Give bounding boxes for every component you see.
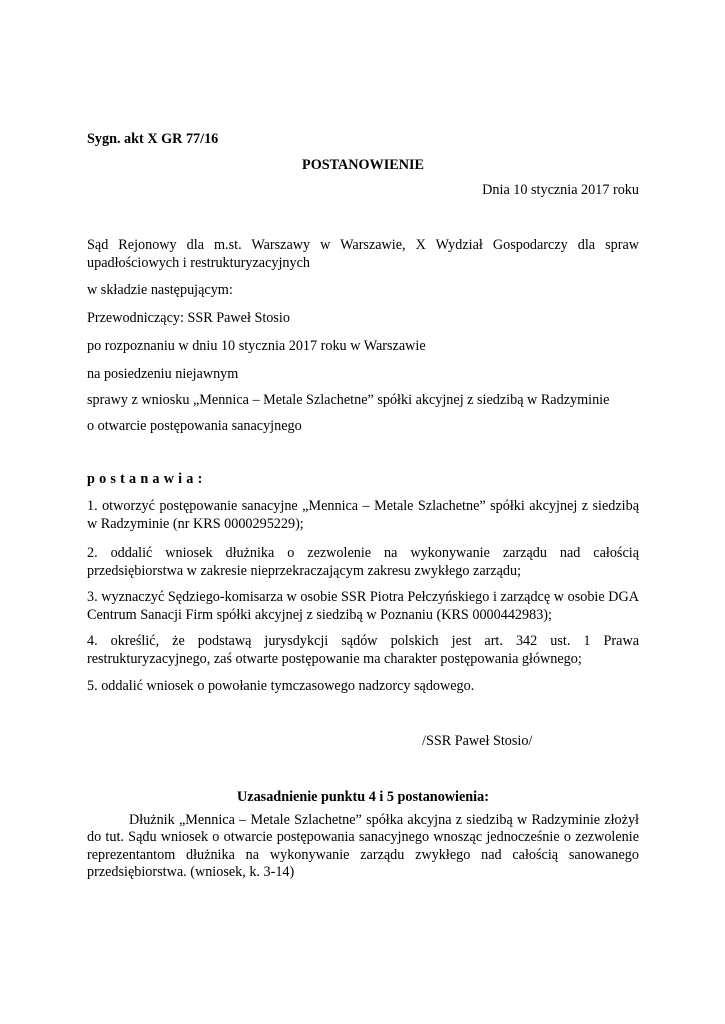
case-line: sprawy z wniosku „Mennica – Metale Szlachetne” spółki akcyjnej z siedzibą w Radzyminie [87,392,610,408]
decision-item-1: 1. otworzyć postępowanie sanacyjne „Mennica – Metale Szlachetne” spółki akcyjnej z siedzibą w Radzyminie (nr KRS 0000295229); [87,498,639,532]
justification-heading: Uzasadnienie punktu 4 i 5 postanowienia: [237,789,489,805]
session-line: na posiedzeniu niejawnym [87,366,239,382]
decision-item-2: 2. oddalić wniosek dłużnika o zezwolenie na wykonywanie zarządu nad całością przedsiębiorstwa w zakresie nieprzekraczającym zakresu zwykłego zarządu; [87,545,639,579]
case-signature: Sygn. akt X GR 77/16 [87,131,219,147]
judge-signature: /SSR Paweł Stosio/ [422,733,533,749]
document-date: Dnia 10 stycznia 2017 roku [482,182,639,198]
composition-line: w składzie następującym: [87,282,233,298]
hearing-line: po rozpoznaniu w dniu 10 stycznia 2017 roku w Warszawie [87,338,426,354]
justification-paragraph: Dłużnik „Mennica – Metale Szlachetne” spółka akcyjna z siedzibą w Radzyminie złożył do tut. Sądu wniosek o otwarcie postępowania sanacyjnego wnosząc jednocześnie o zezwolenie reprezentantom dłużnika na wykonywanie zarządu zwykłego nad całością sanowanego przedsiębiorstwa. (wniosek, k. 3-14) [87,812,639,880]
chair-line: Przewodniczący: SSR Paweł Stosio [87,310,290,326]
decision-item-3: 3. wyznaczyć Sędziego-komisarza w osobie SSR Piotra Pełczyńskiego i zarządcę w osobie DGA Centrum Sanacji Firm spółki akcyjnej z siedzibą w Poznaniu (KRS 0000442983); [87,589,639,623]
court-name: Sąd Rejonowy dla m.st. Warszawy w Warszawie, X Wydział Gospodarczy dla spraw upadłościowych i restrukturyzacyjnych [87,237,639,271]
subject-line: o otwarcie postępowania sanacyjnego [87,418,302,434]
document-title: POSTANOWIENIE [302,157,424,173]
decision-item-5: 5. oddalić wniosek o powołanie tymczasowego nadzorcy sądowego. [87,678,475,694]
decision-heading: postanawia: [87,471,207,487]
decision-item-4: 4. określić, że podstawą jurysdykcji sądów polskich jest art. 342 ust. 1 Prawa restrukturyzacyjnego, zaś otwarte postępowanie ma charakter postępowania głównego; [87,633,639,667]
